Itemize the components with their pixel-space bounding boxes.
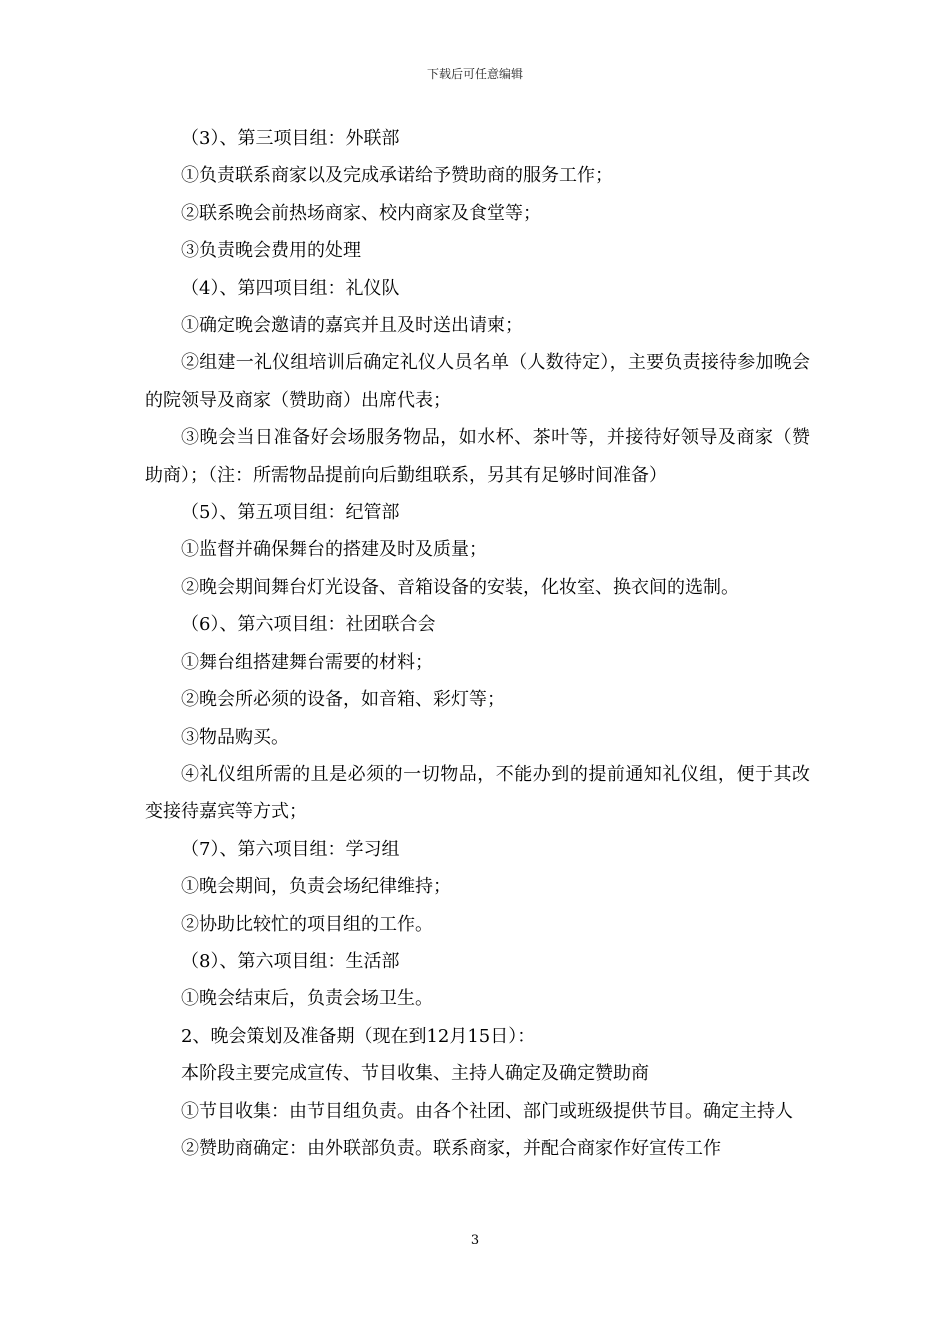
list-item: ③负责晚会费用的处理 xyxy=(181,240,361,262)
section-heading-3: （3）、第三项目组：外联部 xyxy=(181,128,400,149)
list-item: ①负责联系商家以及完成承诺给予赞助商的服务工作； xyxy=(181,165,613,187)
page-number: 3 xyxy=(470,1233,480,1248)
section-heading-8: （8）、第六项目组：生活部 xyxy=(181,950,400,972)
section-heading-2: 2、晚会策划及准备期（现在到12月15日）： xyxy=(181,1025,536,1047)
list-item: ③晚会当日准备好会场服务物品，如水杯、茶叶等，并接待好领导及商家（赞助商）；（注：所需物品提前向后勤组联系，另其有足够时间准备） xyxy=(145,427,810,486)
list-item: ①确定晚会邀请的嘉宾并且及时送出请柬； xyxy=(181,315,523,337)
list-item: ①晚会结束后，负责会场卫生。 xyxy=(181,988,433,1010)
section-heading-5: （5）、第五项目组：纪管部 xyxy=(181,502,400,524)
document-body xyxy=(145,120,810,1167)
list-item: ③物品购买。 xyxy=(181,726,289,748)
list-item: ②联系晚会前热场商家、校内商家及食堂等； xyxy=(181,202,541,224)
list-item: ④礼仪组所需的且是必须的一切物品，不能办到的提前通知礼仪组，便于其改变接待嘉宾等方式； xyxy=(145,763,810,823)
list-item: ①节目收集：由节目组负责。由各个社团、部门或班级提供节目。确定主持人 xyxy=(181,1100,793,1122)
list-item: ②组建一礼仪组培训后确定礼仪人员名单（人数待定），主要负责接待参加晚会的院领导及商家（赞助商）出席代表； xyxy=(145,352,810,411)
list-item: ②赞助商确定：由外联部负责。联系商家，并配合商家作好宣传工作 xyxy=(181,1137,721,1159)
list-item: ①晚会期间，负责会场纪律维持； xyxy=(181,876,451,898)
list-item: ①舞台组搭建舞台需要的材料； xyxy=(181,651,433,673)
section-heading-4: （4）、第四项目组：礼仪队 xyxy=(181,277,400,299)
section-heading-7: （7）、第六项目组：学习组 xyxy=(181,838,400,860)
list-item: ②协助比较忙的项目组的工作。 xyxy=(181,913,433,935)
list-item: ②晚会期间舞台灯光设备、音箱设备的安装，化妆室、换衣间的选制。 xyxy=(181,576,739,598)
body-paragraph: 本阶段主要完成宣传、节目收集、主持人确定及确定赞助商 xyxy=(181,1063,649,1085)
list-item: ②晚会所必须的设备，如音箱、彩灯等； xyxy=(181,689,505,711)
page-header: 下载后可任意编辑 xyxy=(426,67,523,81)
section-heading-6: （6）、第六项目组：社团联合会 xyxy=(181,614,436,636)
list-item: ①监督并确保舞台的搭建及时及质量； xyxy=(181,539,487,561)
